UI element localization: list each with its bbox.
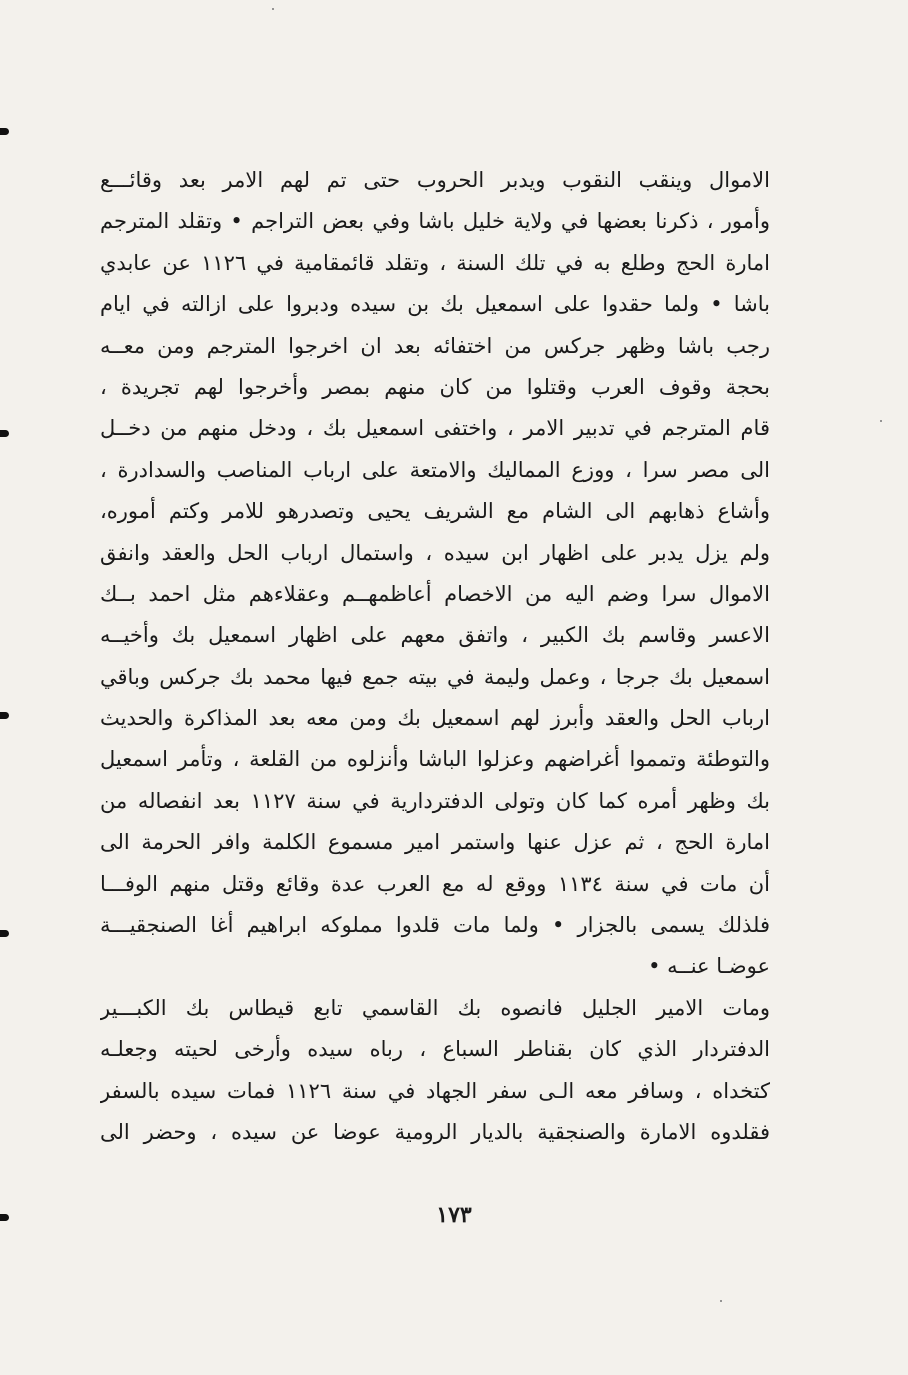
text-line: باشا • ولما حقدوا على اسمعيل بك بن سيده ودبروا على ازالته في ايام bbox=[100, 292, 770, 317]
text-line: الى مصر سرا ، ووزع المماليك والامتعة على ارباب المناصب والسدادرة ، bbox=[100, 457, 770, 482]
text-line: اسمعيل بك جرجا ، وعمل وليمة في بيته جمع فيها محمد بك جركس وباقي bbox=[100, 664, 770, 689]
text-line: فلذلك يسمى بالجزار • ولما مات قلدوا مملوكه ابراهيم أغا الصنجقيـــة bbox=[100, 913, 770, 938]
text-line: كتخداه ، وسافر معه الـى سفر الجهاد في سنة ١١٢٦ فمات سيده بالسفر bbox=[100, 1078, 770, 1103]
paragraph-2 bbox=[100, 988, 770, 1154]
text-line: ومات الامير الجليل فانصوه بك القاسمي تابع قيطاس بك الكبـــير bbox=[100, 996, 770, 1020]
scan-speck bbox=[272, 8, 274, 10]
text-line: الاموال سرا وضم اليه من الاخصام أعاظمهــم وعقلاءهم مثل احمد بــك bbox=[100, 581, 770, 606]
text-line: وأشاع ذهابهم الى الشام مع الشريف يحيى وتصدرهو للامر وكتم أموره، bbox=[100, 499, 770, 524]
paragraph-1 bbox=[100, 160, 770, 988]
text-line: أن مات في سنة ١١٣٤ ووقع له مع العرب عدة وقائع وقتل منهم الوفـــا bbox=[100, 871, 770, 896]
text-line: قام المترجم في تدبير الامر ، واختفى اسمعيل بك ، ودخل منهم من دخــل bbox=[100, 416, 770, 441]
text-line: ارباب الحل والعقد وأبرز لهم اسمعيل بك ومن معه بعد المذاكرة والحديث bbox=[100, 706, 770, 731]
text-line: والتوطئة وتمموا أغراضهم وعزلوا الباشا وأنزلوه من القلعة ، وتأمر اسمعيل bbox=[100, 747, 770, 772]
text-line: امارة الحج وطلع به في تلك السنة ، وتقلد قائمقامية في ١١٢٦ عن عابدي bbox=[100, 250, 770, 275]
text-line: فقلدوه الامارة والصنجقية بالديار الرومية عوضا عن سيده ، وحضر الى bbox=[100, 1120, 770, 1145]
text-line: وأمور ، ذكرنا بعضها في ولاية خليل باشا وفي بعض التراجم • وتقلد المترجم bbox=[100, 209, 770, 234]
edge-mark bbox=[0, 930, 9, 937]
edge-mark bbox=[0, 712, 9, 719]
edge-mark bbox=[0, 128, 9, 135]
scan-speck bbox=[880, 420, 882, 422]
page-number: ١٧٣ bbox=[436, 1202, 472, 1228]
text-line: عوضـا عنــه • bbox=[648, 954, 770, 979]
text-line: رجب باشا وظهر جركس من اختفائه بعد ان اخرجوا المترجم ومن معــه bbox=[100, 333, 770, 358]
text-line: ولم يزل يدبر على اظهار ابن سيده ، واستمال ارباب الحل والعقد وانفق bbox=[100, 540, 770, 565]
text-line: الاموال وينقب النقوب ويدبر الحروب حتى تم لهم الامر بعد وقائـــع bbox=[100, 168, 770, 192]
text-line: امارة الحج ، ثم عزل عنها واستمر امير مسموع الكلمة وافر الحرمة الى bbox=[100, 830, 770, 855]
edge-mark bbox=[0, 430, 9, 437]
text-line: بحجة وقوف العرب وقتلوا من كان منهم بمصر وأخرجوا لهم تجريدة ، bbox=[100, 374, 770, 399]
scan-speck bbox=[720, 1300, 722, 1302]
text-line: الاعسر وقاسم بك الكبير ، واتفق معهم على اظهار اسمعيل بك وأخيــه bbox=[100, 623, 770, 648]
text-line: الدفتردار الذي كان بقناطر السباع ، رباه سيده وأرخى لحيته وجعلـه bbox=[100, 1037, 770, 1062]
text-line: بك وظهر أمره كما كان وتولى الدفتردارية في سنة ١١٢٧ بعد انفصاله من bbox=[100, 788, 770, 813]
